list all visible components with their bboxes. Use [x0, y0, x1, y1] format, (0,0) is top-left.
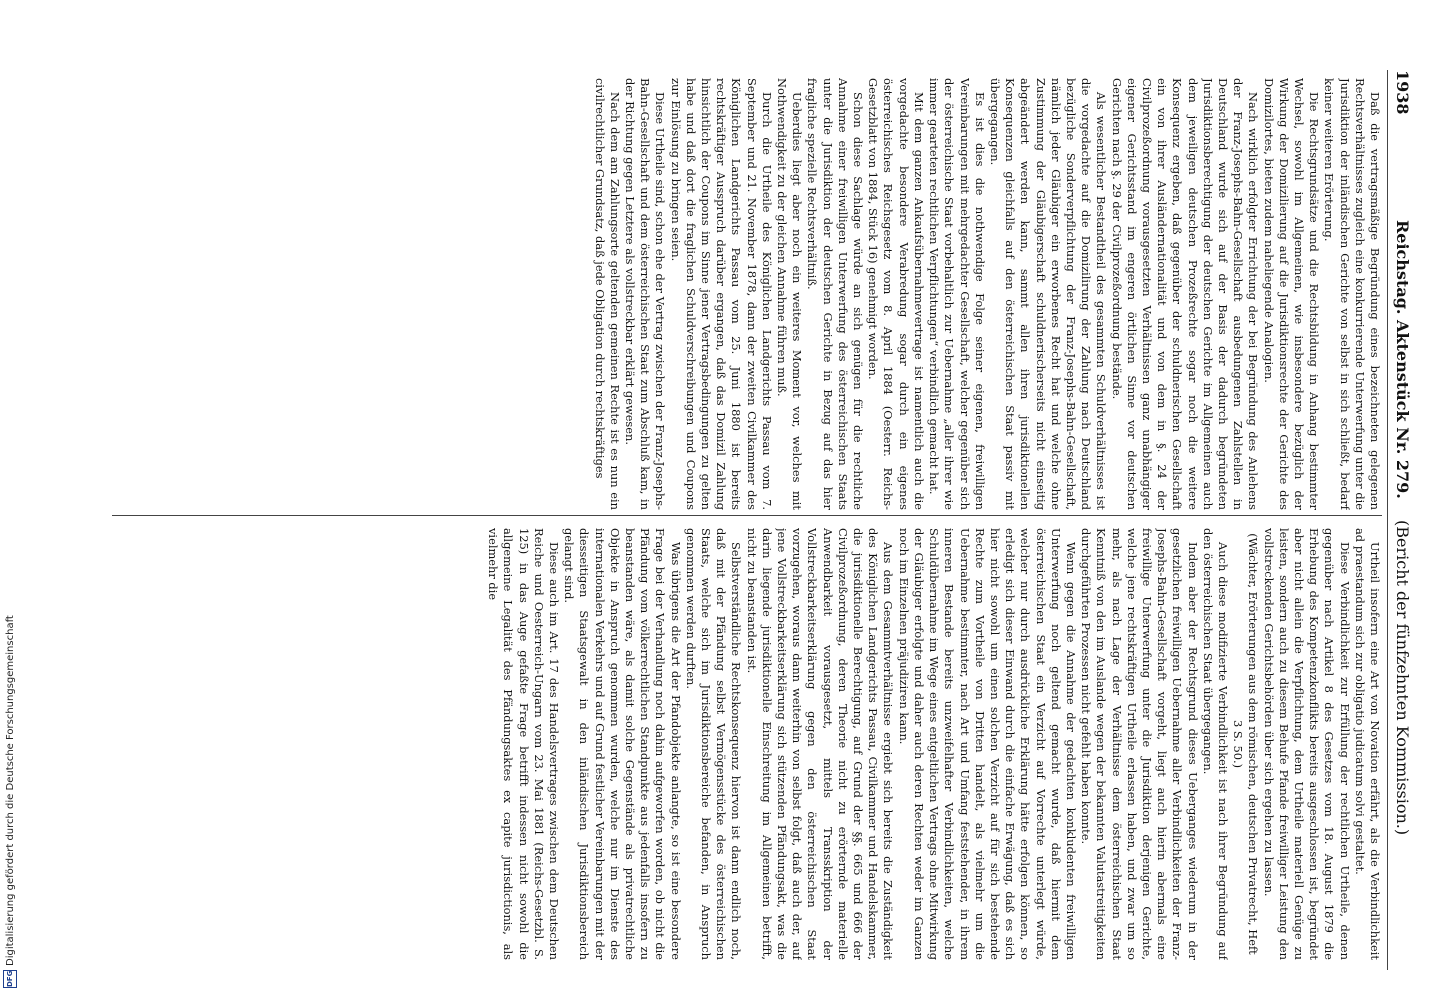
footer-credit	[3, 615, 17, 988]
column-divider	[112, 515, 1382, 516]
running-subtitle: (Bericht der fünfzehnten Kommission.)	[1393, 520, 1412, 836]
paragraph: Diese Urtheile sind, schon ehe der Vertrag zwischen der Franz-Josephs-Bahn-Gesellschaft und dem österreichischen Staat zum Abschluß kam, in der Richtung gegen Letztere als vollstreckbar erklärt gewesen.	[623, 78, 668, 510]
paragraph: Es ist dies die nothwendige Folge seiner eigenen, freiwilligen Vereinbarungen mit mehrgedachter Gesellschaft, welcher gegenüber sich der österreichische Staat vorbehaltlich zur Uebernahme „aller ihrer wie immer gearteten rechtlichen Verpflichtungen“ verbindlich gemacht hat.	[927, 78, 987, 510]
paragraph: Diese auch im Art. 17 des Handelsvertrages zwischen dem Deutschen Reiche und Oesterreich-Ungarn vom 23. Mai 1881 (Reichs-Gesetzbl. S. 125) in das Auge gefaßte Frage betrifft indessen nicht sowohl die allgemeine Legalität des Pfändungsaktes ex capite jurisdictionis, als vielmehr die	[486, 528, 562, 960]
paragraph: Selbstverständliche Rechtskonsequenz hiervon ist dann endlich noch, daß mit der Pfändung selbst Vermögensstücke des österreichischen Staats, welche sich im Jurisdiktionsbereiche befanden, in Anspruch genommen werden durften.	[683, 528, 744, 960]
paragraph: Diese Verbindlichkeit zur Erfüllung der rechtlichen Urtheile, denen gegenüber nach Artikel 8 des Gesetzes vom 18. August 1879 die Erhebung des Kompetenzkonflikts bereits ausgeschlossen ist, begründet aber nicht allein die Verpflichtung, dem Urtheile materiell Genüge zu leisten, sondern auch zu diesem Behufe Pfande freiwilliger Leistung den vollstreckenden Gerichtsbehörden über sich ergehen zu lassen.	[1261, 528, 1352, 960]
paragraph: Auch diese modifizierte Verbindlichkeit ist nach ihrer Begründung auf den österreichischen Staat übergegangen.	[1200, 528, 1230, 960]
paragraph: Ueberdies liegt aber noch ein weiteres Moment vor, welches mit Nothwendigkeit zu der gleichen Annahme führen muß.	[775, 78, 805, 510]
footer-credit-text: Digitalisierung gefördert durch die Deutsche Forschungsgemeinschaft	[4, 615, 16, 966]
paragraph: Nach wirklich erfolgter Errichtung der bei Begründung des Anlehens der Franz-Josephs-Bahn-Gesellschaft ausbedungenen Zahlstellen in Deutschland wurde sich auf der Basis der dadurch begründeten Jurisdiktionsberechtigung der deutschen Gerichte im Allgemeinen auch dem jeweiligen deutschen Prozeßrechte sogar noch die weitere Konsequenz ergeben, daß gegenüber der schuldnerischen Gesellschaft ein von ihrer Ausländernationalität und von dem in §. 24 der Civilprozeßordnung vorausgesetzten Verhältnissen ganz unabhängiger eigener Gerichtsstand im engeren örtlichen Sinne vor deutschen Gerichten nach §. 29 der Civilprozeßordnung bestände.	[1109, 78, 1261, 510]
paragraph: Die Rechtsgrundsätze und die Rechtsbildung in Anhang bestimmter Wechsel, sowohl im Allgemeinen, wie insbesondere bezüglich der Wirkung der Domizilierung auf die Jurisdiktionsrechte der Gerichte des Domizilortes, bieten zudem naheliegende Analogien.	[1261, 78, 1322, 510]
right-column	[112, 528, 1382, 960]
page-number: 1938	[1393, 70, 1412, 115]
paragraph: Durch die Urtheile des Königlichen Landgerichts Passau vom 7. September und 21. November 1878, dann der zweiten Civilkammer des Königlichen Landgerichts Passau vom 25. Juni 1880 ist bereits rechtskräftiger Ausspruch darüber ergangen, daß das Domizil Zahlung hinsichtlich der Coupons im Sinne jener Vertragsbedingungen zu gelten habe und daß dort die fraglichen Schuldverschreibungen und Coupons zur Einlösung zu bringen seien.	[668, 78, 774, 510]
paragraph: Was übrigens die Art der Pfandobjekte anlangte, so ist eine besondere Frage bei der Verhandlung noch dahin aufgeworfen worden, ob nicht die Pfändung vom völkerrechtlichen Standpunkte aus jedenfalls insofern zu beanstanden wäre, als damit solche Gegenstände als privatrechtliche Objekte in Anspruch genommen wurden, welche nur im Dienste des internationalen Verkehrs und auf Grund festlicher Vereinbarungen mit der diesseitigen Staatsgewalt in den inländischen Jurisdiktionsbereich gelangt sind.	[562, 528, 683, 960]
paragraph: Nach dem am Zahlungsorte geltenden gemeinen Rechte ist es nun ein civilrechtlicher Grundsatz, daß jede Obligation durch rechtskräftiges	[592, 78, 622, 510]
paragraph: Als wesentlicher Bestandtheil des gesammten Schuldverhältnisses ist die vorgedachte auf die Domizilirung der Zahlung nach Deutschland bezügliche Sonderverpflichtung der Franz-Josephs-Bahn-Gesellschaft, nämlich jeder Gläubiger ein erworbenes Recht hat und welche ohne Zustimmung der Gläubigerschaft schuldnerischerseits nicht einseitig abgeändert werden kann, sammt allen ihren jurisdiktionellen Konsequenzen gleichfalls auf den österreichischen Staat passiv mit übergegangen.	[987, 78, 1109, 510]
paragraph: Daß die vertragsmäßige Begründung eines bezeichneten gelegenen Rechtsverhältnisses zugleich eine konkurrierende Unterwerfung unter die Jurisdiktion der inländischen Gerichte von selbst in sich schließt, bedarf keiner weiteren Erörterung.	[1322, 78, 1382, 510]
paragraph: Urtheil insofern eine Art von Novation erfährt, als die Verbindlichkeit ad praestandum sich zur obligatio judicatum solvi gestaltet.	[1352, 528, 1382, 960]
paragraph: Aus dem Gesammtverhältnisse ergiebt sich bereits die Zuständigkeit des Königlichen Landgerichts Passau, Civilkammer und Handelskammer, die jurisdiktionelle Berechtigung, auf Grund der §§. 665 und 666 der Civilprozeßordnung, deren Theorie nicht zu erörternde materielle Anwendbarkeit vorausgesetzt, mittels Transskription der Vollstreckbarkeitserklärung gegen den österreichischen Staat vorzugehen, woraus dann weiterhin von selbst folgt, daß auch der, auf jene Vollstreckbarkeitserklärung sich stützenden Pfändungsakt, was die darin liegende jurisdiktionelle Einschreitung im Allgemeinen betrifft, nicht zu beanstanden ist.	[744, 528, 896, 960]
paragraph: Indem aber der Rechtsgrund dieses Ueberganges wiederum in der gesetzlichen freiwilligen Uebernahme aller Verbindlichkeiten der Franz-Josephs-Bahn-Gesellschaft vorgeht, liegt auch hierin abermals eine freiwillige Unterwerfung unter die Jurisdiktion derjenigen Gerichte, welche jene rechtskräftigen Urtheile erlassen haben, und zwar um so mehr, als nach Lage der Verhältnisse dem österreichischen Staat Kenntniß von den im Auslande wegen der bekannten Valutastreitigkeiten durchgeführten Prozessen nicht gefehlt haben konnte.	[1079, 528, 1200, 960]
dfg-logo-icon: DFG	[3, 970, 17, 988]
running-title: Reichstag. Aktenstück Nr. 279.	[1393, 220, 1412, 499]
digitization-footer	[0, 0, 22, 1000]
paragraph: Mit dem ganzen Ankaufsübernahmevertrage ist namentlich auch die vorgedachte besondere Verabredung sogar durch ein eigenes österreichisches Reichsgesetz vom 8. April 1884 (Oesterr. Reichs-Gesetzblatt von 1884, Stück 16) genehmigt worden.	[866, 78, 926, 510]
scanned-page	[112, 70, 1412, 970]
running-head	[1390, 70, 1412, 970]
paragraph: Schon diese Sachlage würde an sich genügen für die rechtliche Annahme einer freiwilligen Unterwerfung des österreichischen Staats unter die Jurisdiktion der deutschen Gerichte in Bezug auf das hier fragliche spezielle Rechtsverhältniß.	[805, 78, 866, 510]
paragraph: Wenn gegen die Annahme der gedachten konkludenten freiwilligen Unterwerfung noch geltend gemacht wurde, daß hiermit dem österreichischen Staat ein Verzicht auf Vorrechte unterlegt würde, welcher nur durch ausdrückliche Erklärung hätte erfolgen können, so erledigt sich dieser Einwand durch die einfache Erwägung, daß es sich hier nicht sowohl um einen solchen Verzicht auf für sich bestehende Rechte zum Vortheile von Dritten handelt, als vielmehr um die Uebernahme bestimmter, nach Art und Umfang feststehender, in ihrem inneren Bestande bereits unzweifelhafter Verbindlichkeiten, welche Schuldübernahme im Wege eines entgeltlichen Vertrags ohne Mitwirkung der Gläubiger erfolgte und daher auch deren Rechten weder im Ganzen noch im Einzelnen präjudiziren kann.	[896, 528, 1078, 960]
header-rule	[1387, 70, 1388, 970]
left-column	[112, 78, 1382, 510]
paragraph: (Wächter, Erörterungen aus dem römischen, deutschen Privatrecht, Heft 3 S. 50.)	[1231, 533, 1261, 955]
